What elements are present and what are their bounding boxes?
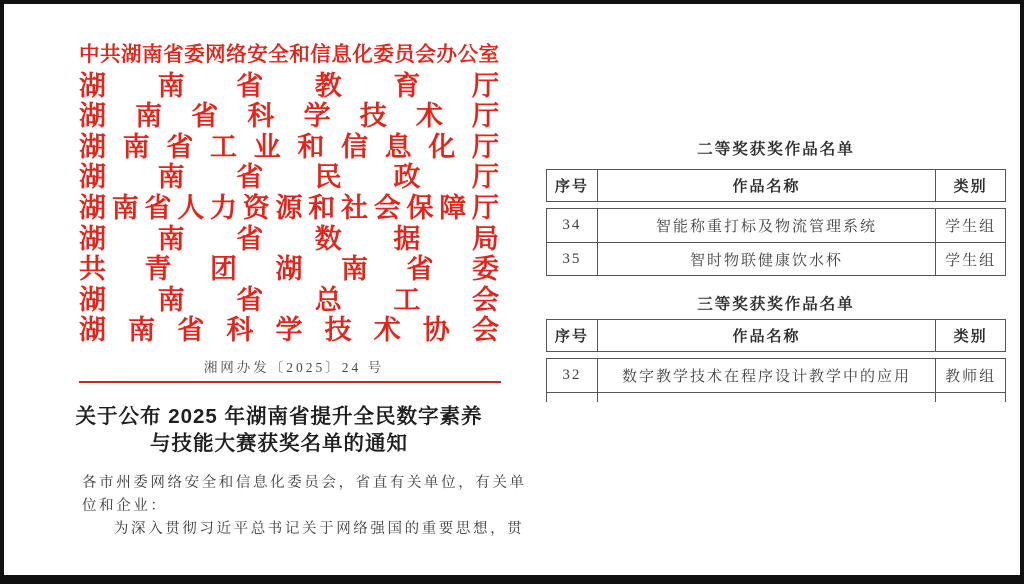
issuing-agencies-block [79, 40, 499, 346]
document-title [64, 403, 494, 457]
table-row [547, 209, 1005, 242]
agency-name-line: 湖南省数据局 [79, 223, 499, 254]
cell-work-cutoff [597, 393, 936, 402]
col-header-category: 类别 [935, 320, 1005, 351]
body-paragraph-line: 为深入贯彻习近平总书记关于网络强国的重要思想，贯 [113, 521, 525, 537]
cell-seq: 35 [562, 250, 582, 267]
table-body [546, 208, 1006, 276]
cell-category: 教师组 [935, 359, 1005, 392]
col-header-work: 作品名称 [597, 320, 936, 351]
table-body [546, 358, 1006, 393]
col-header-category: 类别 [935, 170, 1005, 201]
body-salutation-line: 位和企业： [82, 498, 168, 514]
table-row [547, 242, 1005, 275]
cell-category-cutoff [935, 393, 1005, 402]
cell-work: 智时物联健康饮水杯 [597, 243, 936, 275]
agency-name-line: 湖南省人力资源和社会保障厅 [79, 192, 499, 223]
document-body [82, 472, 527, 541]
cell-work: 智能称重打标及物流管理系统 [597, 209, 936, 242]
table-header-row [546, 319, 1006, 352]
cell-work: 数字教学技术在程序设计教学中的应用 [597, 359, 936, 392]
second-prize-table-title: 二等奖获奖作品名单 [697, 141, 855, 158]
document-title-line2: 与技能大赛获奖名单的通知 [150, 432, 408, 455]
agency-name-line: 湖南省民政厅 [79, 162, 499, 193]
cell-category: 学生组 [935, 243, 1005, 275]
document-title-line1: 关于公布 2025 年湖南省提升全民数字素养 [75, 405, 483, 428]
agency-name-line: 共青团湖南省委 [79, 254, 499, 285]
body-salutation-line: 各市州委网络安全和信息化委员会，省直有关单位，有关单 [82, 475, 527, 491]
second-prize-table [546, 169, 1006, 276]
cell-seq: 34 [562, 217, 582, 233]
table-header-row [546, 169, 1006, 202]
table-row [547, 359, 1005, 392]
col-header-work: 作品名称 [597, 170, 936, 201]
agency-name-line: 湖南省工业和信息化厅 [79, 131, 499, 162]
cell-seq-cutoff [547, 393, 597, 402]
third-prize-table [546, 319, 1006, 402]
col-header-seq: 序号 [554, 179, 589, 195]
col-header-seq: 序号 [554, 329, 589, 345]
red-separator-rule [79, 381, 501, 383]
agency-name-line: 中共湖南省委网络安全和信息化委员会办公室 [79, 43, 499, 66]
agency-name-line: 湖南省科学技术厅 [79, 101, 499, 132]
agency-name-line: 湖南省科学技术协会 [79, 315, 499, 346]
cell-category: 学生组 [935, 209, 1005, 242]
agency-name-line: 湖南省总工会 [79, 284, 499, 315]
cell-seq: 32 [562, 367, 582, 383]
table-row-cutoff [546, 393, 1006, 402]
document-number: 湘网办发〔2025〕24 号 [203, 360, 385, 375]
agency-name-line: 湖南省教育厅 [79, 70, 499, 101]
third-prize-table-title: 三等奖获奖作品名单 [697, 296, 855, 313]
